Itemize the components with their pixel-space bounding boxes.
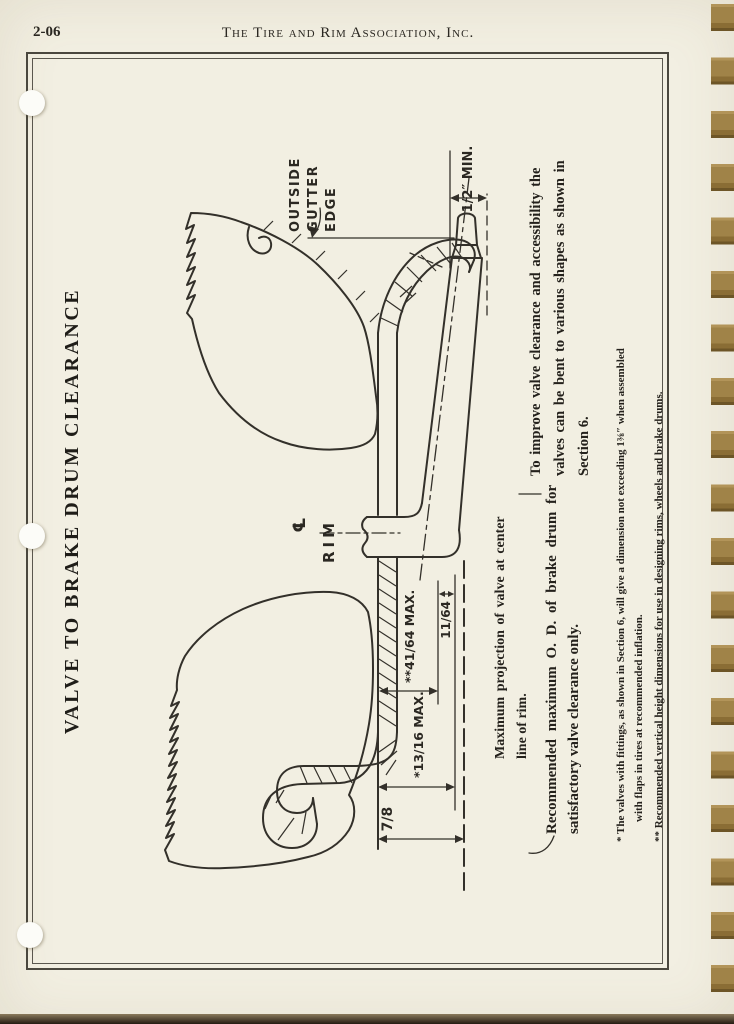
dim-13-16-label: *13/16 MAX. bbox=[411, 691, 426, 778]
tire-section-left bbox=[165, 592, 373, 868]
dimension-13-16 bbox=[378, 691, 455, 791]
break-line-wavy bbox=[362, 517, 367, 557]
dim-11-64-label: 11/64 bbox=[439, 601, 453, 639]
note-improve-clearance bbox=[528, 160, 592, 476]
rim-barrel-hatching bbox=[379, 561, 396, 726]
dim-41-64-label: **41/64 MAX. bbox=[402, 589, 417, 683]
figure-title: VALVE TO BRAKE DRUM CLEARANCE bbox=[61, 287, 83, 735]
valve-boss bbox=[362, 503, 460, 557]
bead-hatch-ticks bbox=[264, 221, 416, 322]
note-max-projection bbox=[493, 494, 541, 759]
rim-label: RIM bbox=[320, 518, 338, 564]
note-improve-line2: valves can be bent to various shapes as shown in bbox=[552, 160, 568, 476]
gutter-edge-label-1: OUTSIDE bbox=[288, 157, 303, 232]
footnote-1-line1: * The valves with fittings, as shown in Section 6, will give a dimension not exceeding 1⅜″ when assembled bbox=[615, 348, 627, 842]
valve-cap bbox=[452, 214, 481, 259]
note-recommended-od bbox=[529, 484, 582, 853]
page-number: 2-06 bbox=[33, 24, 61, 40]
gutter-edge-callout bbox=[288, 157, 454, 238]
gutter-edge-label-2: GUTTER bbox=[306, 164, 321, 232]
centerline-symbol: ℄ bbox=[290, 517, 310, 533]
note-improve-line1: To improve valve clearance and accessibility the bbox=[528, 167, 544, 476]
dimension-11-64 bbox=[439, 591, 454, 639]
gutter-edge-label-3: EDGE bbox=[324, 186, 339, 232]
note-max-projection-line2: line of rim. bbox=[515, 693, 530, 759]
tube-curl bbox=[248, 227, 272, 253]
rim-flange-left bbox=[263, 732, 397, 848]
dim-7-8-label: 7/8 bbox=[380, 806, 396, 832]
note-recommended-od-line1: Recommended maximum O. D. of brake drum for bbox=[544, 484, 560, 834]
tire-section-right bbox=[186, 213, 416, 450]
rim-barrel-section bbox=[378, 558, 397, 849]
footnotes bbox=[615, 348, 665, 842]
organization-title: The Tire and Rim Association, Inc. bbox=[221, 25, 475, 41]
half-min-label: 1/2″ MIN. bbox=[461, 145, 476, 213]
note-improve-line3: Section 6. bbox=[576, 416, 592, 476]
note-recommended-od-line2: satisfactory valve clearance only. bbox=[566, 624, 582, 834]
footnote-1-line2: with flaps in tires at recommended inflation. bbox=[633, 614, 645, 822]
footnote-2: ** Recommended vertical height dimensions for use in designing rims, wheels and brake drums. bbox=[653, 391, 665, 842]
note-max-projection-line1: Maximum projection of valve at center bbox=[493, 516, 508, 759]
dimension-7-8 bbox=[378, 807, 464, 843]
